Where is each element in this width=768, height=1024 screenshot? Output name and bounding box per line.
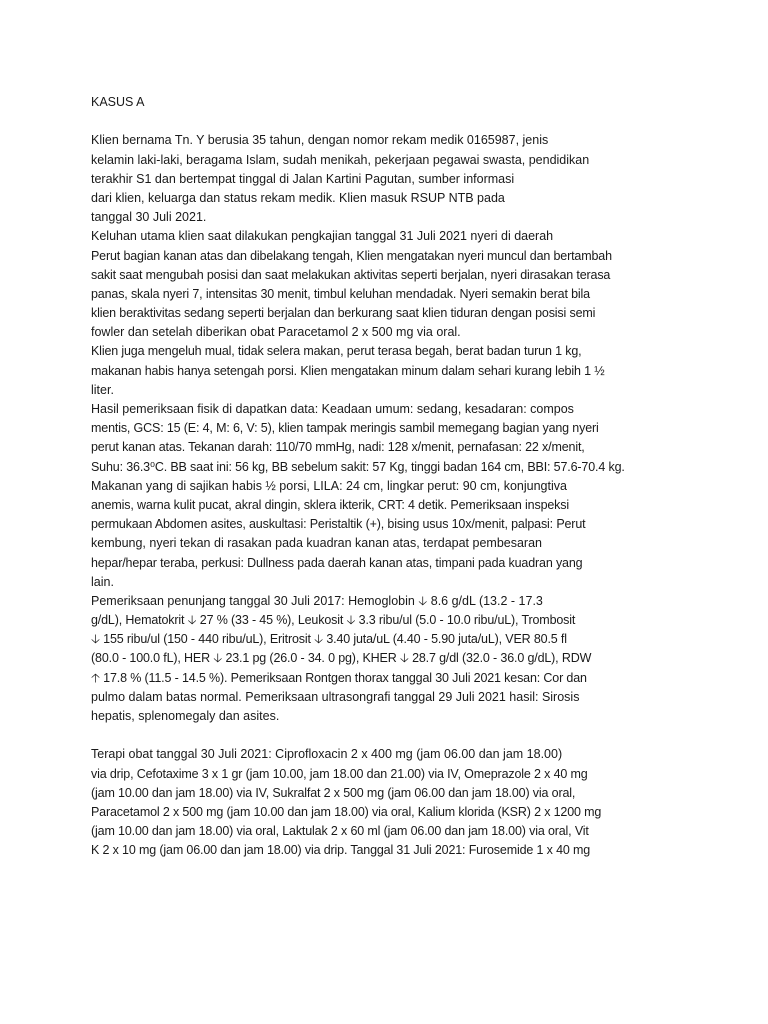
text-line: dari klien, keluarga dan status rekam medik. Klien masuk RSUP NTB pada <box>91 190 505 205</box>
text-line: 🡡 17.8 % (11.5 - 14.5 %). Pemeriksaan Rontgen thorax tanggal 30 Juli 2021 kesan: Cor dan <box>91 670 587 685</box>
text-line: hepar/hepar teraba, perkusi: Dullness pada daerah kanan atas, timpani pada kuadran yang <box>91 555 583 570</box>
text-line: Keluhan utama klien saat dilakukan pengkajian tanggal 31 Juli 2021 nyeri di daerah <box>91 229 554 244</box>
text-line: Suhu: 36.3⁰C. BB saat ini: 56 kg, BB sebelum sakit: 57 Kg, tinggi badan 164 cm, BBI: 57.6-70.4 kg. <box>91 459 625 474</box>
text-line: (jam 10.00 dan jam 18.00) via oral, Laktulak 2 x 60 ml (jam 06.00 dan jam 18.00) via oral, Vit <box>91 824 589 839</box>
text-line: pulmo dalam batas normal. Pemeriksaan ultrasongrafi tanggal 29 Juli 2021 hasil: Sirosis <box>91 689 580 704</box>
text-line: kelamin laki-laki, beragama Islam, sudah menikah, pekerjaan pegawai swasta, pendidikan <box>91 152 590 167</box>
text-line: sakit saat mengubah posisi dan saat melakukan aktivitas seperti berjalan, nyeri dirasakan terasa <box>91 267 611 282</box>
text-line: makanan habis hanya setengah porsi. Klien mengatakan minum dalam sehari kurang lebih 1 ½ <box>91 363 605 378</box>
text-line: (jam 10.00 dan jam 18.00) via IV, Sukralfat 2 x 500 mg (jam 06.00 dan jam 18.00) via oral, <box>91 785 576 800</box>
paragraph-therapy <box>91 745 691 860</box>
text-line: (80.0 - 100.0 fL), HER 🡣 23.1 pg (26.0 - 34. 0 pg), KHER 🡣 28.7 g/dl (32.0 - 36.0 g/dL), RDW <box>91 651 592 666</box>
document-title: KASUS A <box>91 95 145 109</box>
text-line: hepatis, splenomegaly dan asites. <box>91 709 280 723</box>
text-line: g/dL), Hematokrit 🡣 27 % (33 - 45 %), Leukosit 🡣 3.3 ribu/ul (5.0 - 10.0 ribu/uL), Trombosit <box>91 613 576 628</box>
text-line: tanggal 30 Juli 2021. <box>91 210 207 225</box>
text-line: permukaan Abdomen asites, auskultasi: Peristaltik (+), bising usus 10x/menit, palpasi: Perut <box>91 517 586 532</box>
text-line: Hasil pemeriksaan fisik di dapatkan data: Keadaan umum: sedang, kesadaran: compos <box>91 402 574 416</box>
text-line: 🡣 155 ribu/ul (150 - 440 ribu/uL), Eritrosit 🡣 3.40 juta/uL (4.40 - 5.90 juta/uL), VER 80.5 fl <box>91 632 567 647</box>
text-line: perut kanan atas. Tekanan darah: 110/70 mmHg, nadi: 128 x/menit, pernafasan: 22 x/menit, <box>91 440 585 455</box>
text-line: Klien bernama Tn. Y berusia 35 tahun, dengan nomor rekam medik 0165987, jenis <box>91 133 549 148</box>
text-line: anemis, warna kulit pucat, akral dingin, sklera ikterik, CRT: 4 detik. Pemeriksaan inspeksi <box>91 497 569 512</box>
text-line: Klien juga mengeluh mual, tidak selera makan, perut terasa begah, berat badan turun 1 kg, <box>91 344 582 359</box>
text-line: kembung, nyeri tekan di rasakan pada kuadran kanan atas, terdapat pembesaran <box>91 536 542 551</box>
text-line: K 2 x 10 mg (jam 06.00 dan jam 18.00) via drip. Tanggal 31 Juli 2021: Furosemide 1 x 40 mg <box>91 843 591 858</box>
text-line: Terapi obat tanggal 30 Juli 2021: Ciprofloxacin 2 x 400 mg (jam 06.00 dan jam 18.00) <box>91 747 563 762</box>
text-line: Paracetamol 2 x 500 mg (jam 10.00 dan jam 18.00) via oral, Kalium klorida (KSR) 2 x 1200 mg <box>91 804 602 819</box>
document-body <box>91 93 691 861</box>
blank-line <box>91 112 691 131</box>
paragraph-case-description <box>91 131 691 726</box>
text-line: panas, skala nyeri 7, intensitas 30 menit, timbul keluhan mendadak. Nyeri semakin berat bila <box>91 286 590 301</box>
text-line: klien beraktivitas sedang seperti berjalan dan berkurang saat klien tiduran dengan posisi semi <box>91 306 596 321</box>
text-line: liter. <box>91 382 114 397</box>
text-line: lain. <box>91 574 114 589</box>
text-line: mentis, GCS: 15 (E: 4, M: 6, V: 5), klien tampak meringis sambil memegang bagian yang nyeri <box>91 421 599 436</box>
text-line: Pemeriksaan penunjang tanggal 30 Juli 2017: Hemoglobin 🡣 8.6 g/dL (13.2 - 17.3 <box>91 593 543 608</box>
text-line: fowler dan setelah diberikan obat Paracetamol 2 x 500 mg via oral. <box>91 325 461 340</box>
text-line: Makanan yang di sajikan habis ½ porsi, LILA: 24 cm, lingkar perut: 90 cm, konjungtiva <box>91 478 567 493</box>
text-line: terakhir S1 dan bertempat tinggal di Jalan Kartini Pagutan, sumber informasi <box>91 171 515 186</box>
text-line: via drip, Cefotaxime 3 x 1 gr (jam 10.00, jam 18.00 dan 21.00) via IV, Omeprazole 2 x 40 mg <box>91 766 588 781</box>
blank-line <box>91 726 691 745</box>
text-line: Perut bagian kanan atas dan dibelakang tengah, Klien mengatakan nyeri muncul dan bertambah <box>91 248 612 263</box>
